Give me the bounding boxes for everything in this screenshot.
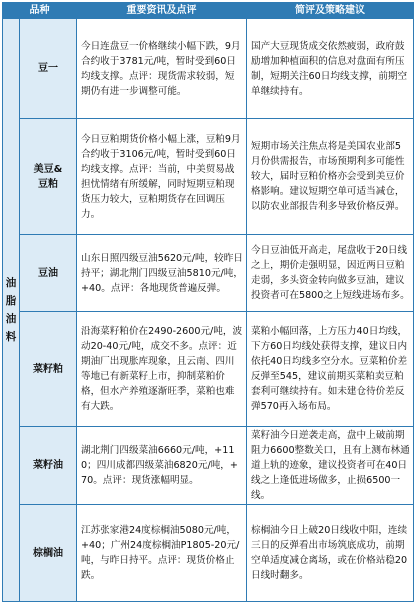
header-news: 重要资讯及点评 [77,3,247,19]
comment-text: 菜粕小幅回落，上方压力40日均线，下方60日均线处获得支撑，建议日内依托40日均线多空分水。豆菜粕价差反弹至545，建议前期买菜粕卖豆粕套利可继续持有。如未建仓待价差反弹570再入场布局。 [251,326,408,412]
product-name: 菜籽油 [33,460,63,471]
table-row [3,119,414,235]
news-cell [77,119,247,235]
news-cell [77,19,247,119]
table-row [3,427,414,505]
header-comment: 简评及策略建议 [247,3,414,19]
product-cell [20,235,77,312]
news-text: 山东日照四级豆油5620元/吨，较昨日持平；湖北荆门四级豆油5810元/吨，+40。点评：各地现货普遍反弹。 [81,252,243,294]
news-text: 江苏张家港24度棕榈油5080元/吨，+40；广州24度棕榈油P1805-20元/吨，与昨日持平。点评：现货价格止跌。 [81,525,240,581]
news-cell [77,505,247,602]
comment-cell [247,119,414,235]
comment-text: 短期市场关注焦点将是美国农业部5月份供需报告，市场预期利多可能性较大，届时豆粕价格亦会受到美豆价格影响。建议短期空单可适当减仓，以防农业部报告利多导致价格反弹。 [251,141,405,212]
product-cell [20,119,77,235]
product-name: 菜籽粕 [33,363,63,375]
product-name: 棕榈油 [33,547,63,559]
news-text: 沿海菜籽粕价在2490-2600元/吨，波动20-40元/吨，成交不多。点评：近期油厂出现胀库现象，且云南、四川等地已有新菜籽上市，抑制菜粕价格，但水产养殖逐渐旺季，菜粕也难有大跌。 [81,326,243,412]
product-name: 美豆&豆粕 [33,163,63,190]
comment-cell [247,235,414,312]
news-cell [77,427,247,505]
table-header-row [3,3,414,19]
category-cell [3,19,20,602]
table-row [3,505,414,602]
comment-cell [247,312,414,427]
product-name: 豆油 [38,267,58,279]
comment-cell [247,19,414,119]
comment-text: 棕榈油今日上破20日线收中阳，连续三日的反弹看出市场筑底成功，前期空单适度减仓离场，或在价格站稳20日线时翻多。 [251,525,408,581]
table-row [3,235,414,312]
product-cell [20,312,77,427]
category-label: 油脂油料 [5,277,17,343]
news-text: 今日豆粕期货价格小幅上涨，豆粕9月合约收于3106元/吨，暂时受到60日均线支撑。点评：当前，中美贸易战担忧情绪有所缓解，同时短期豆粕现货压力较大，豆粕期货存在回调压力。 [81,133,241,220]
table-row [3,19,414,119]
header-variety: 品种 [3,3,77,19]
oilseeds-report-table [2,2,414,602]
news-cell [77,312,247,427]
comment-text: 今日豆油低开高走，尾盘收于20日线之上，期价走强明显，因近两日豆粕走弱，多头资金转向做多豆油，建议投资者可在5800之上短线进场布多。 [251,245,410,301]
news-cell [77,235,247,312]
table-row [3,312,414,427]
comment-cell [247,427,414,505]
product-cell [20,427,77,505]
comment-cell [247,505,414,602]
news-text: 湖北荆门四级菜油6660元/吨，+110；四川成都四级菜油6820元/吨，+70。点评：现货涨幅明显。 [81,445,238,486]
product-cell [20,505,77,602]
comment-text: 菜籽油今日逆袭走高，盘中上破前期阻力6600整数关口，且有上测布林通道上轨的迹象，建议投资者可在40日线之上逢低进场做多，止损6500一线。 [251,430,410,501]
comment-text: 国产大豆现货成交依然疲弱，政府鼓励增加种植面积的信息对盘面有所压制，短期关注60日均线支撑，前期空单继续持有。 [251,40,408,97]
product-cell [20,19,77,119]
report-table-container [2,2,413,604]
news-text: 今日连盘豆一价格继续小幅下跌，9月合约收于3781元/吨，暂时受到60日均线支撑。点评：现货需求较弱，短期仍有进一步调整可能。 [81,40,241,97]
product-name: 豆一 [38,63,58,74]
